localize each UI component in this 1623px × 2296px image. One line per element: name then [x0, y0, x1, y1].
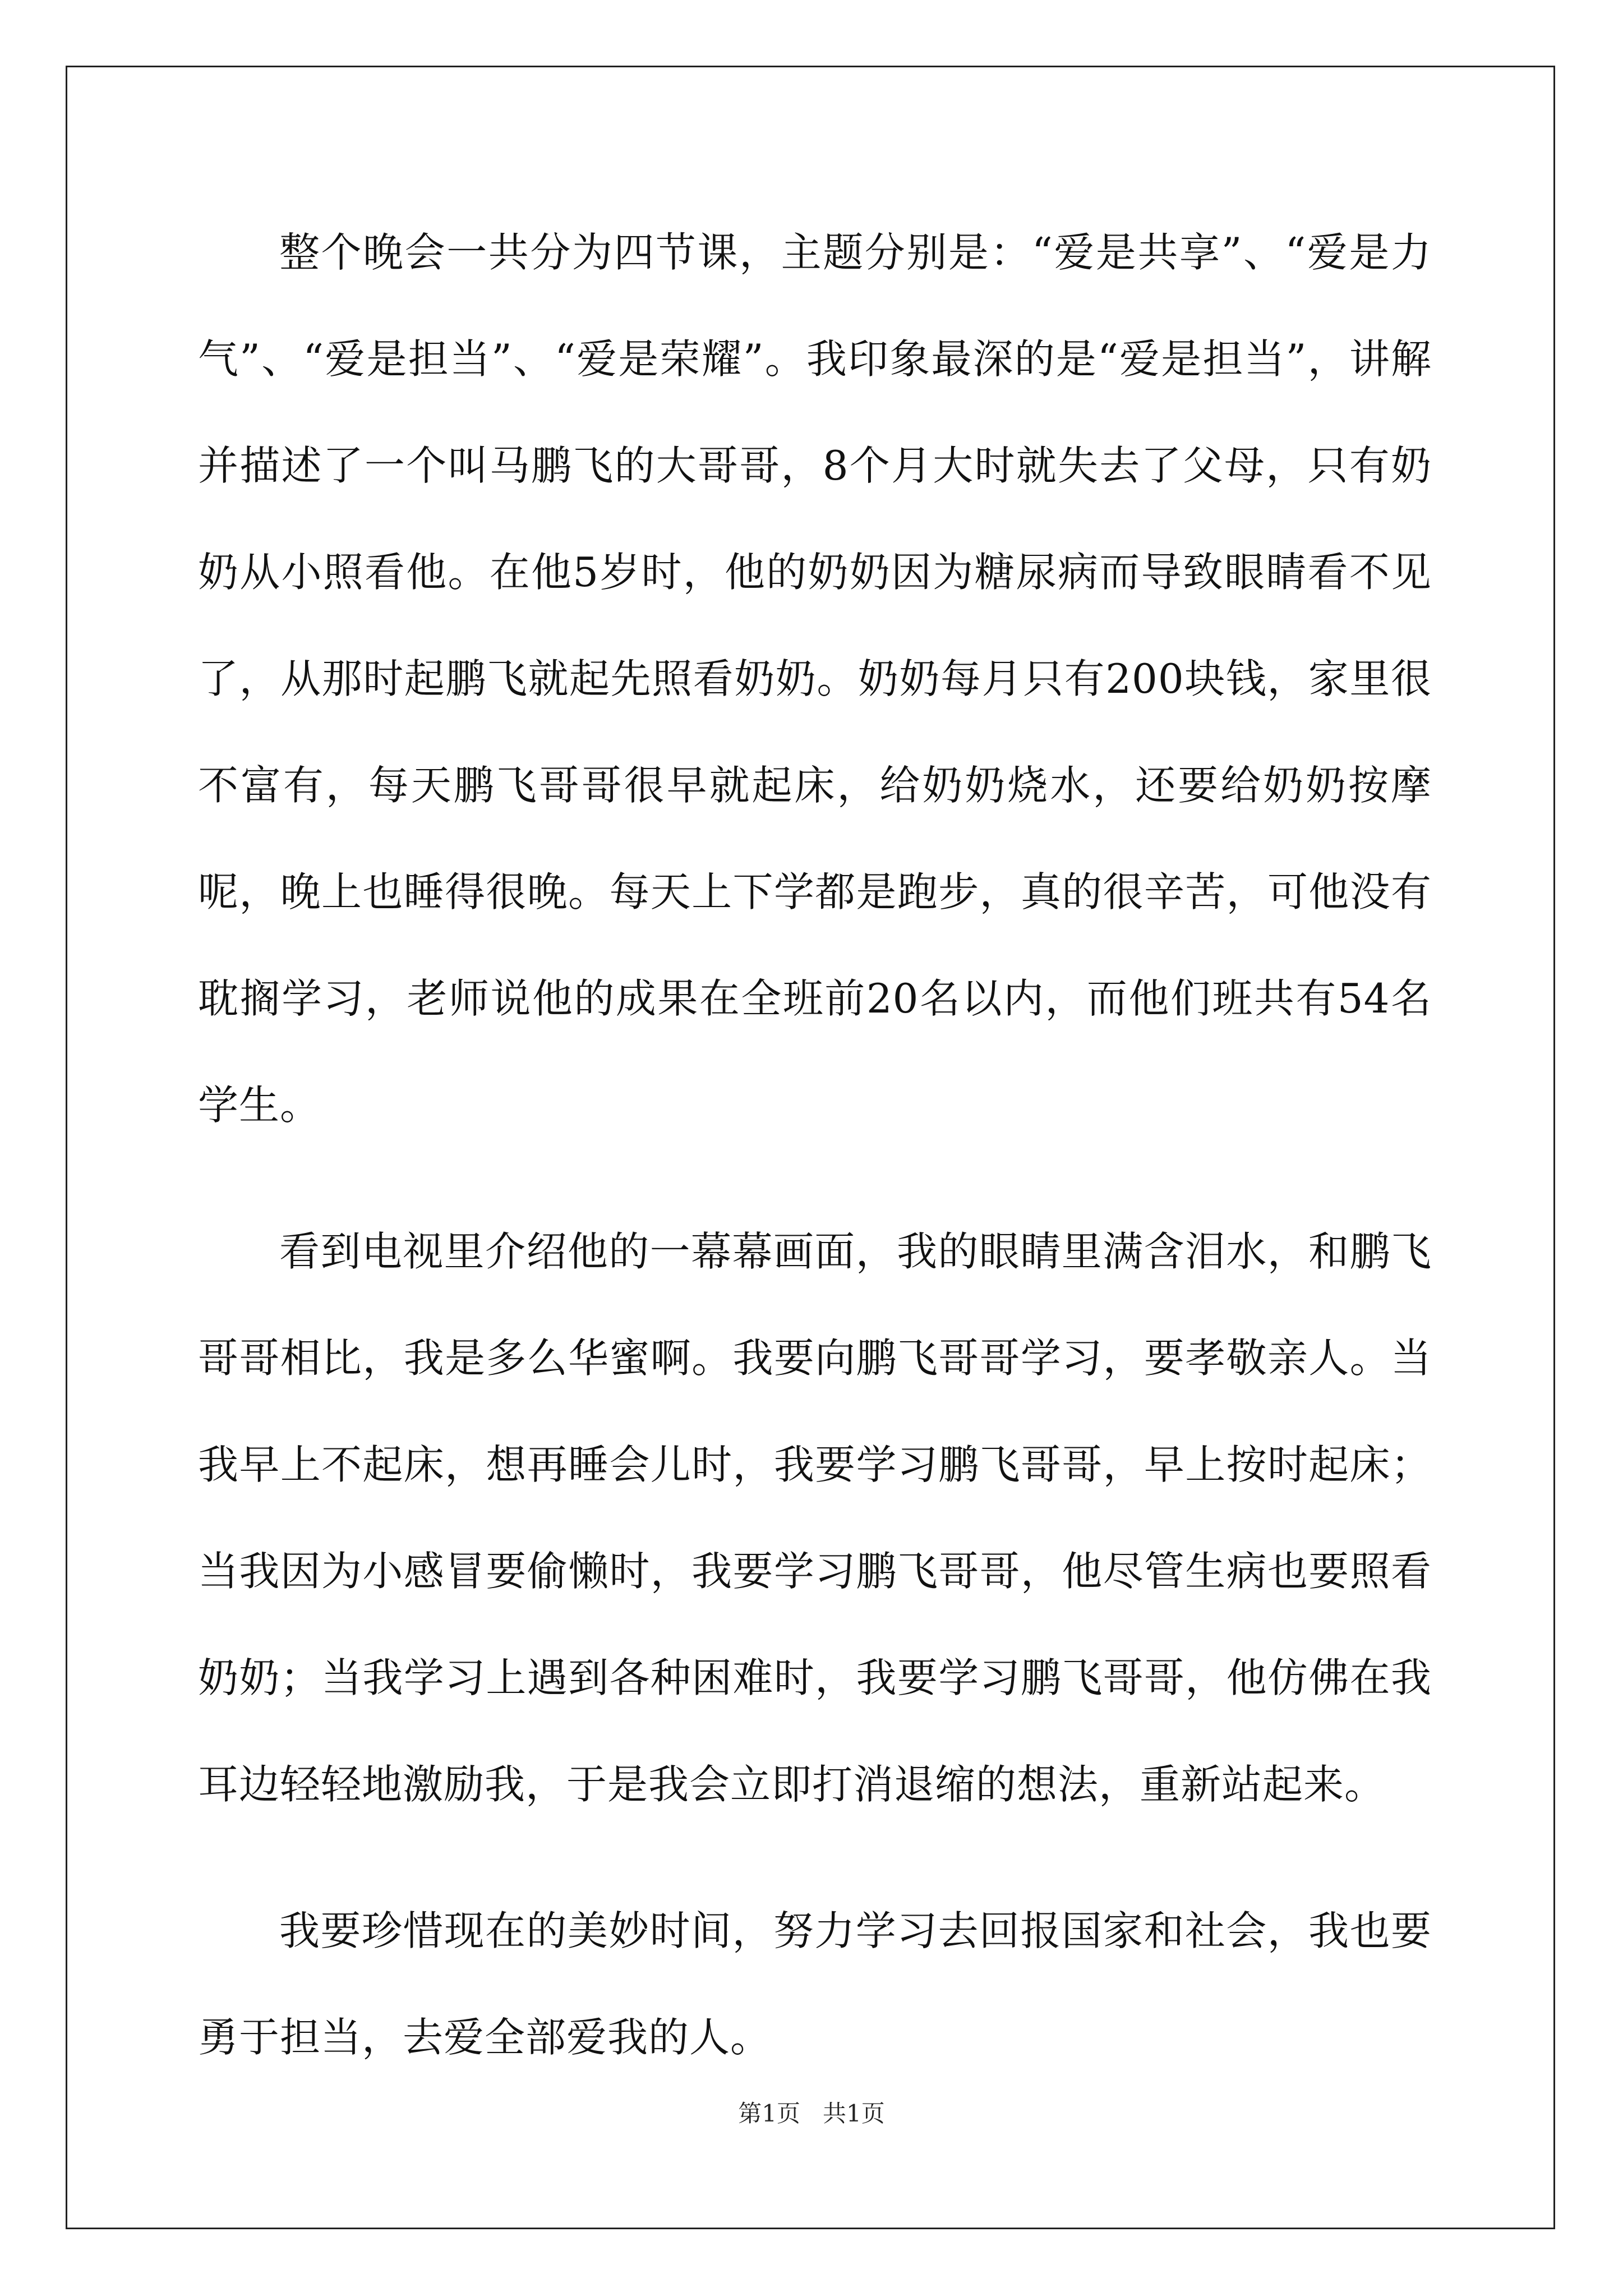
document-body — [198, 199, 1432, 2131]
paragraph-3: 我要珍惜现在的美妙时间，努力学习去回报国家和社会，我也要勇于担当，去爱全部爱我的人。 — [198, 1907, 1432, 2061]
page-number: 第1页 共1页 — [738, 2100, 885, 2127]
paragraph-2: 看到电视里介绍他的一幕幕画面，我的眼睛里满含泪水，和鹏飞哥哥相比，我是多么华蜜啊。我要向鹏飞哥哥学习，要孝敬亲人。当我早上不起床，想再睡会儿时，我要学习鹏飞哥哥，早上按时起床；当我因为小感冒要偷懒时，我要学习鹏飞哥哥，他尽管生病也要照看奶奶；当我学习上遇到各种困难时，我要学习鹏飞哥哥，他仿佛在我耳边轻轻地激励我，于是我会立即打消退缩的想法，重新站起来。 — [198, 1228, 1432, 1808]
paragraph-1: 整个晚会一共分为四节课，主题分别是：“爱是共享”、“爱是力气”、“爱是担当”、“爱是荣耀”。我印象最深的是“爱是担当”，讲解并描述了一个叫马鹏飞的大哥哥，8个月大时就失去了父母，只有奶奶从小照看他。在他5岁时，他的奶奶因为糖尿病而导致眼睛看不见了，从那时起鹏飞就起先照看奶奶。奶奶每月只有200块钱，家里很不富有，每天鹏飞哥哥很早就起床，给奶奶烧水，还要给奶奶按摩呢，晚上也睡得很晚。每天上下学都是跑步，真的很辛苦，可他没有耽搁学习，老师说他的成果在全班前20名以内，而他们班共有54名学生。 — [198, 229, 1432, 1129]
